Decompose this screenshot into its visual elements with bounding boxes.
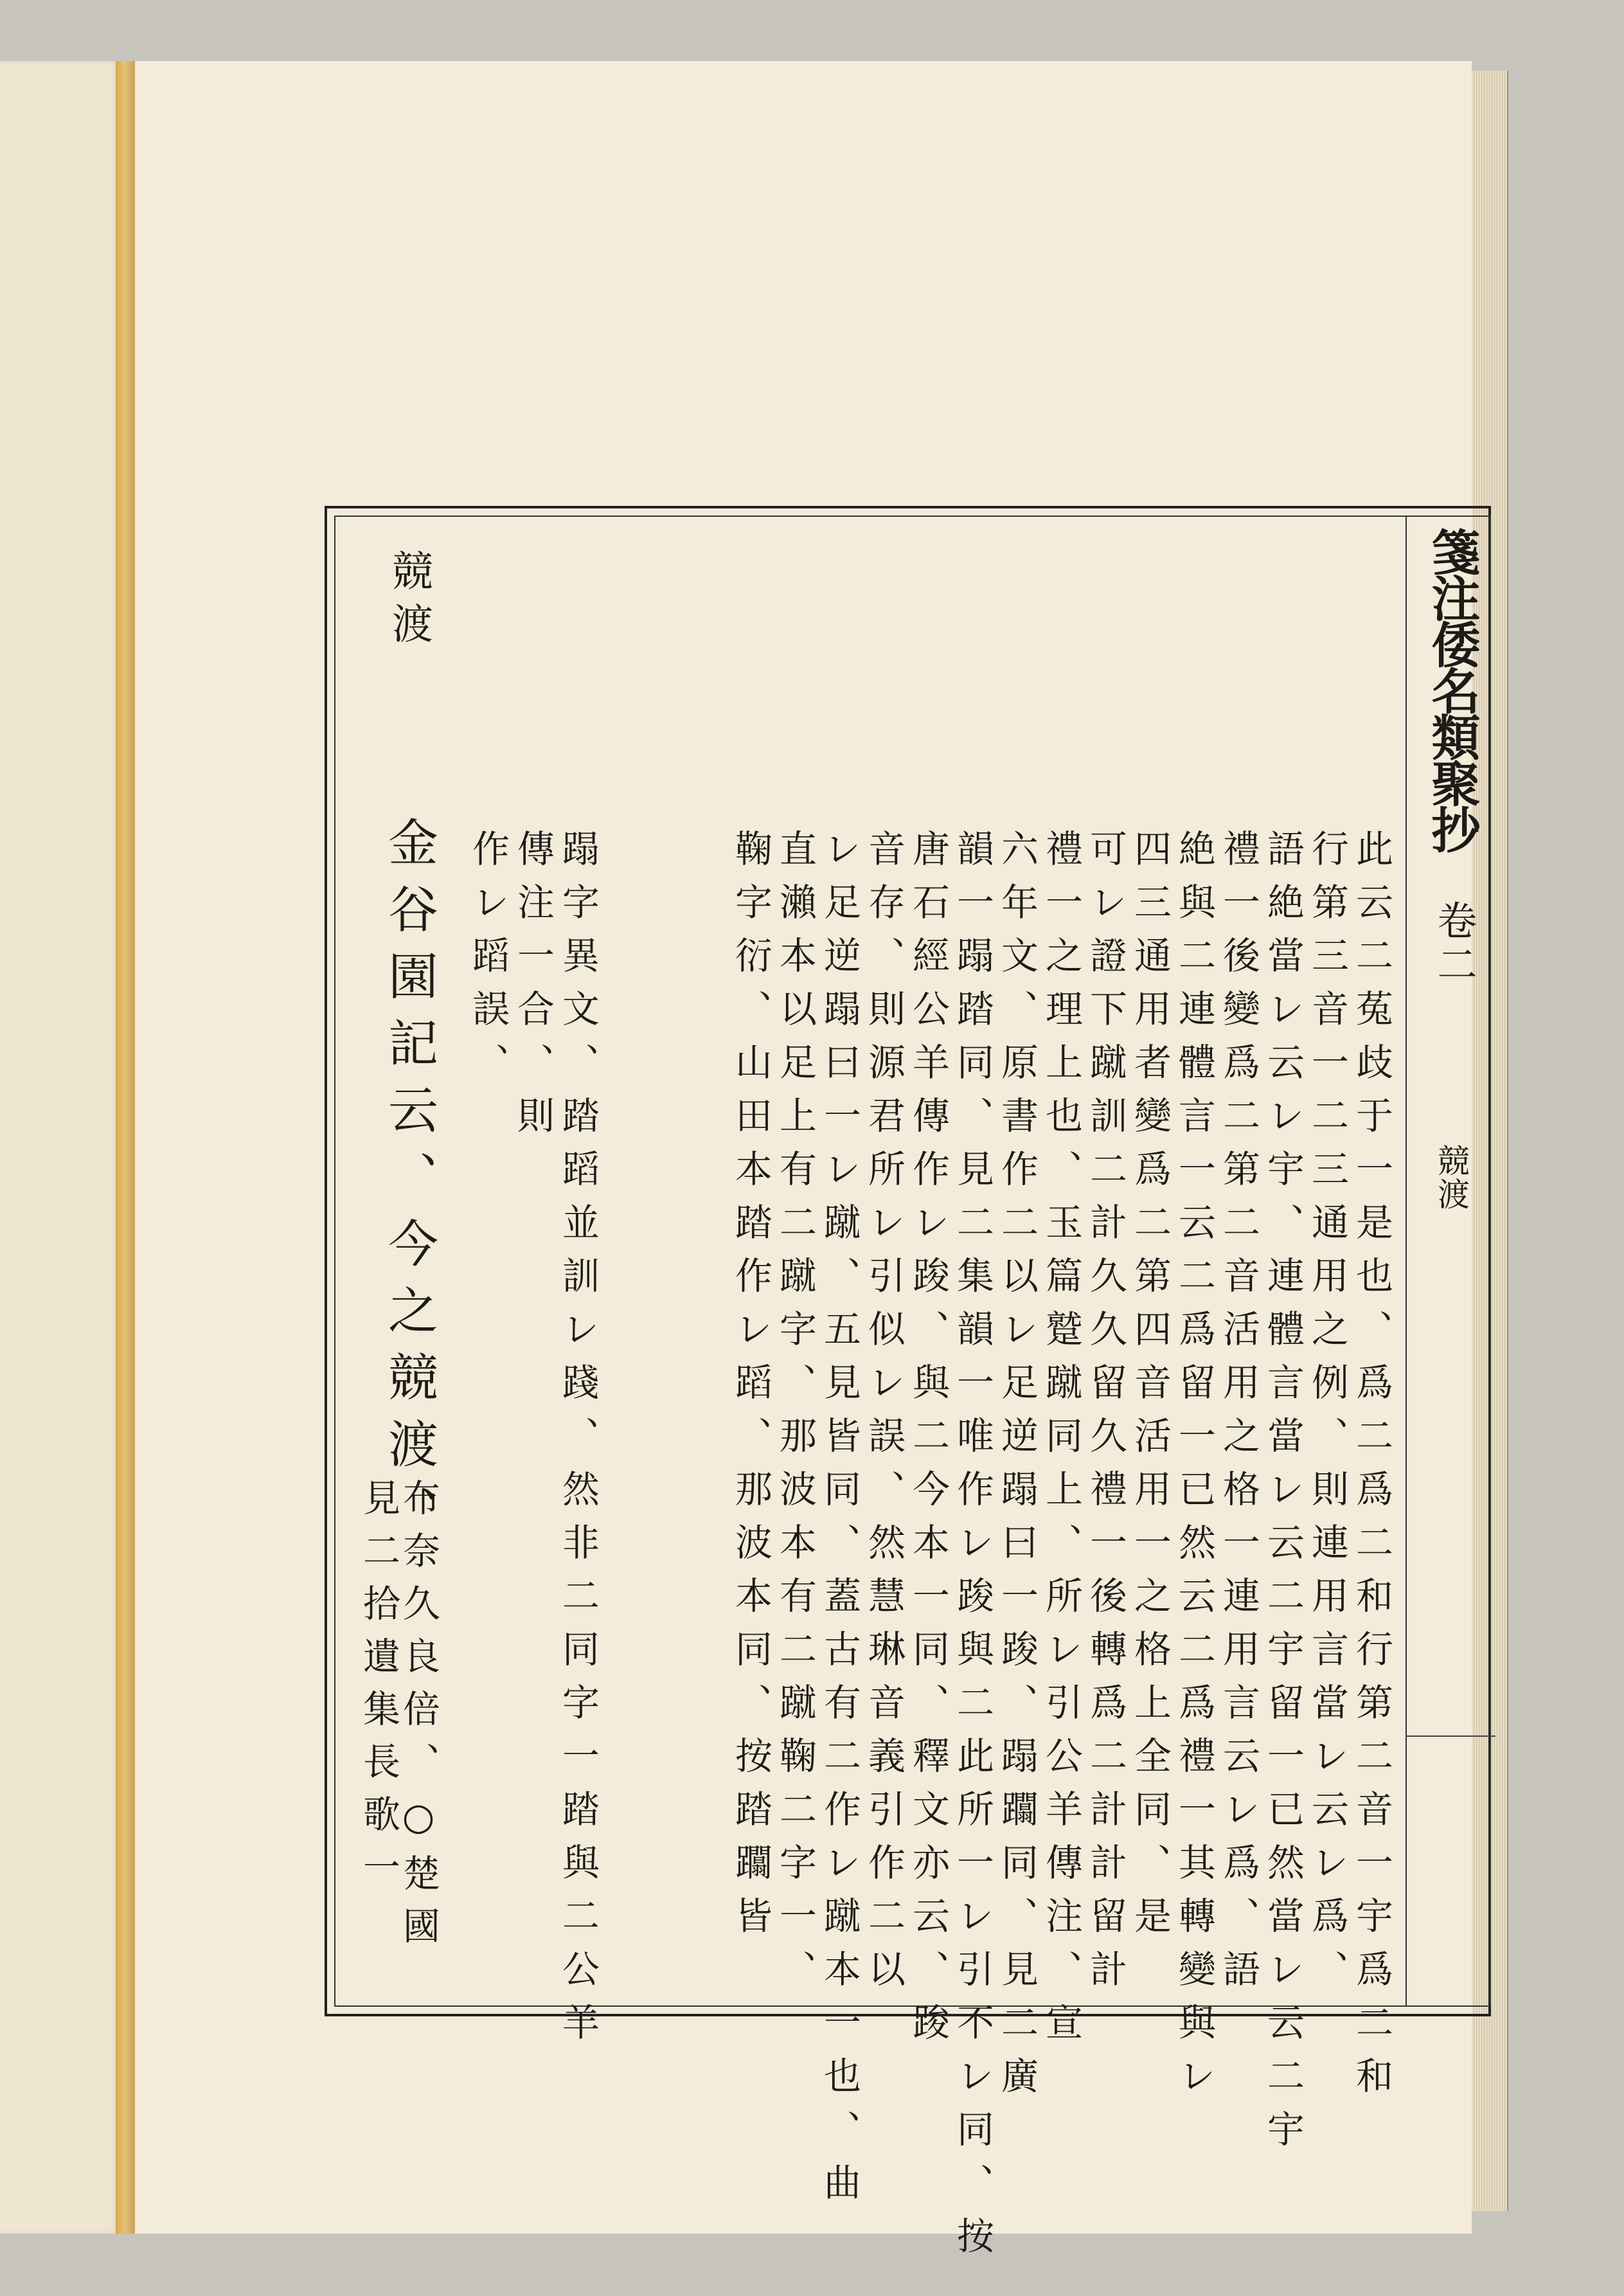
margin-rule	[1405, 517, 1407, 2006]
section-label: 競渡	[1432, 1144, 1470, 1211]
commentary-column: 鞠字衍、山田本踏作レ蹈、那波本同、按踏躢皆	[729, 829, 772, 1950]
commentary-column: 行第三音一二三通用之例、則連用言當レ云レ爲、	[1305, 829, 1349, 2003]
commentary-column: 韻一蹋踏同、見二集韻一唯作レ踆與二此所一レ引不レ同、按	[950, 829, 994, 2270]
commentary-column: 四三通用者變爲二第四音活用一之格上全同、是	[1128, 829, 1172, 1950]
margin-tick	[1405, 1735, 1495, 1737]
left-page	[0, 61, 119, 2234]
commentary-column: 禮一後變爲二第二音活用之格一連用言云レ爲、語	[1217, 829, 1260, 2003]
commentary-column: 作レ蹈誤、	[466, 829, 510, 1096]
entry-source-note: 見二拾遺集長歌一	[357, 1478, 400, 1900]
commentary-column: レ足逆蹋曰一レ蹴、五見皆同、蓋古有二作レ蹴本一也、曲	[817, 829, 861, 2216]
commentary-column: 直瀨本以足上有二蹴字、那波本有二蹴鞠二字一、	[773, 829, 817, 2003]
commentary-column: 蹋字異文、踏蹈並訓レ踐、然非二同字一踏與二公羊	[556, 829, 600, 2056]
commentary-column: 語絶當レ云レ宇、連體言當レ云二宇留一已然當レ云二宇	[1261, 829, 1305, 2163]
entry-reading: 布奈久良倍、○楚國	[397, 1478, 440, 1959]
commentary-column: 唐石經公羊傳作レ踆、與二今本一同、釋文亦云、踆	[906, 829, 950, 2056]
commentary-column: 可レ證下蹴訓二計久久留久禮一後轉爲二計計留計	[1084, 829, 1127, 2003]
entry-title: 金谷園記云、今之競渡、	[380, 816, 438, 1552]
book-title: 箋注倭名類聚抄	[1423, 527, 1481, 851]
commentary-column: 六年文、原書作二以レ足逆蹋曰一踆、蹋躢同、見二廣	[995, 829, 1039, 2110]
volume-label: 卷二	[1431, 900, 1477, 987]
commentary-column: 傳注一合、則	[511, 829, 555, 1149]
commentary-column: 音存、則源君所レ引似レ誤、然慧琳音義引作二以	[862, 829, 906, 2003]
commentary-column: 此云二菟歧于一是也、爲二爲二和行第二音一宇爲二和	[1350, 829, 1393, 2110]
book-gutter	[116, 61, 135, 2234]
commentary-column: 禮一之理上也、玉篇蹵蹴同上、所レ引公羊傳注、宣	[1039, 829, 1083, 2056]
commentary-column: 絶與二連體言一云二爲留一已然云二爲禮一其轉變與レ	[1172, 829, 1216, 2110]
section-heading: 競渡	[385, 550, 433, 655]
